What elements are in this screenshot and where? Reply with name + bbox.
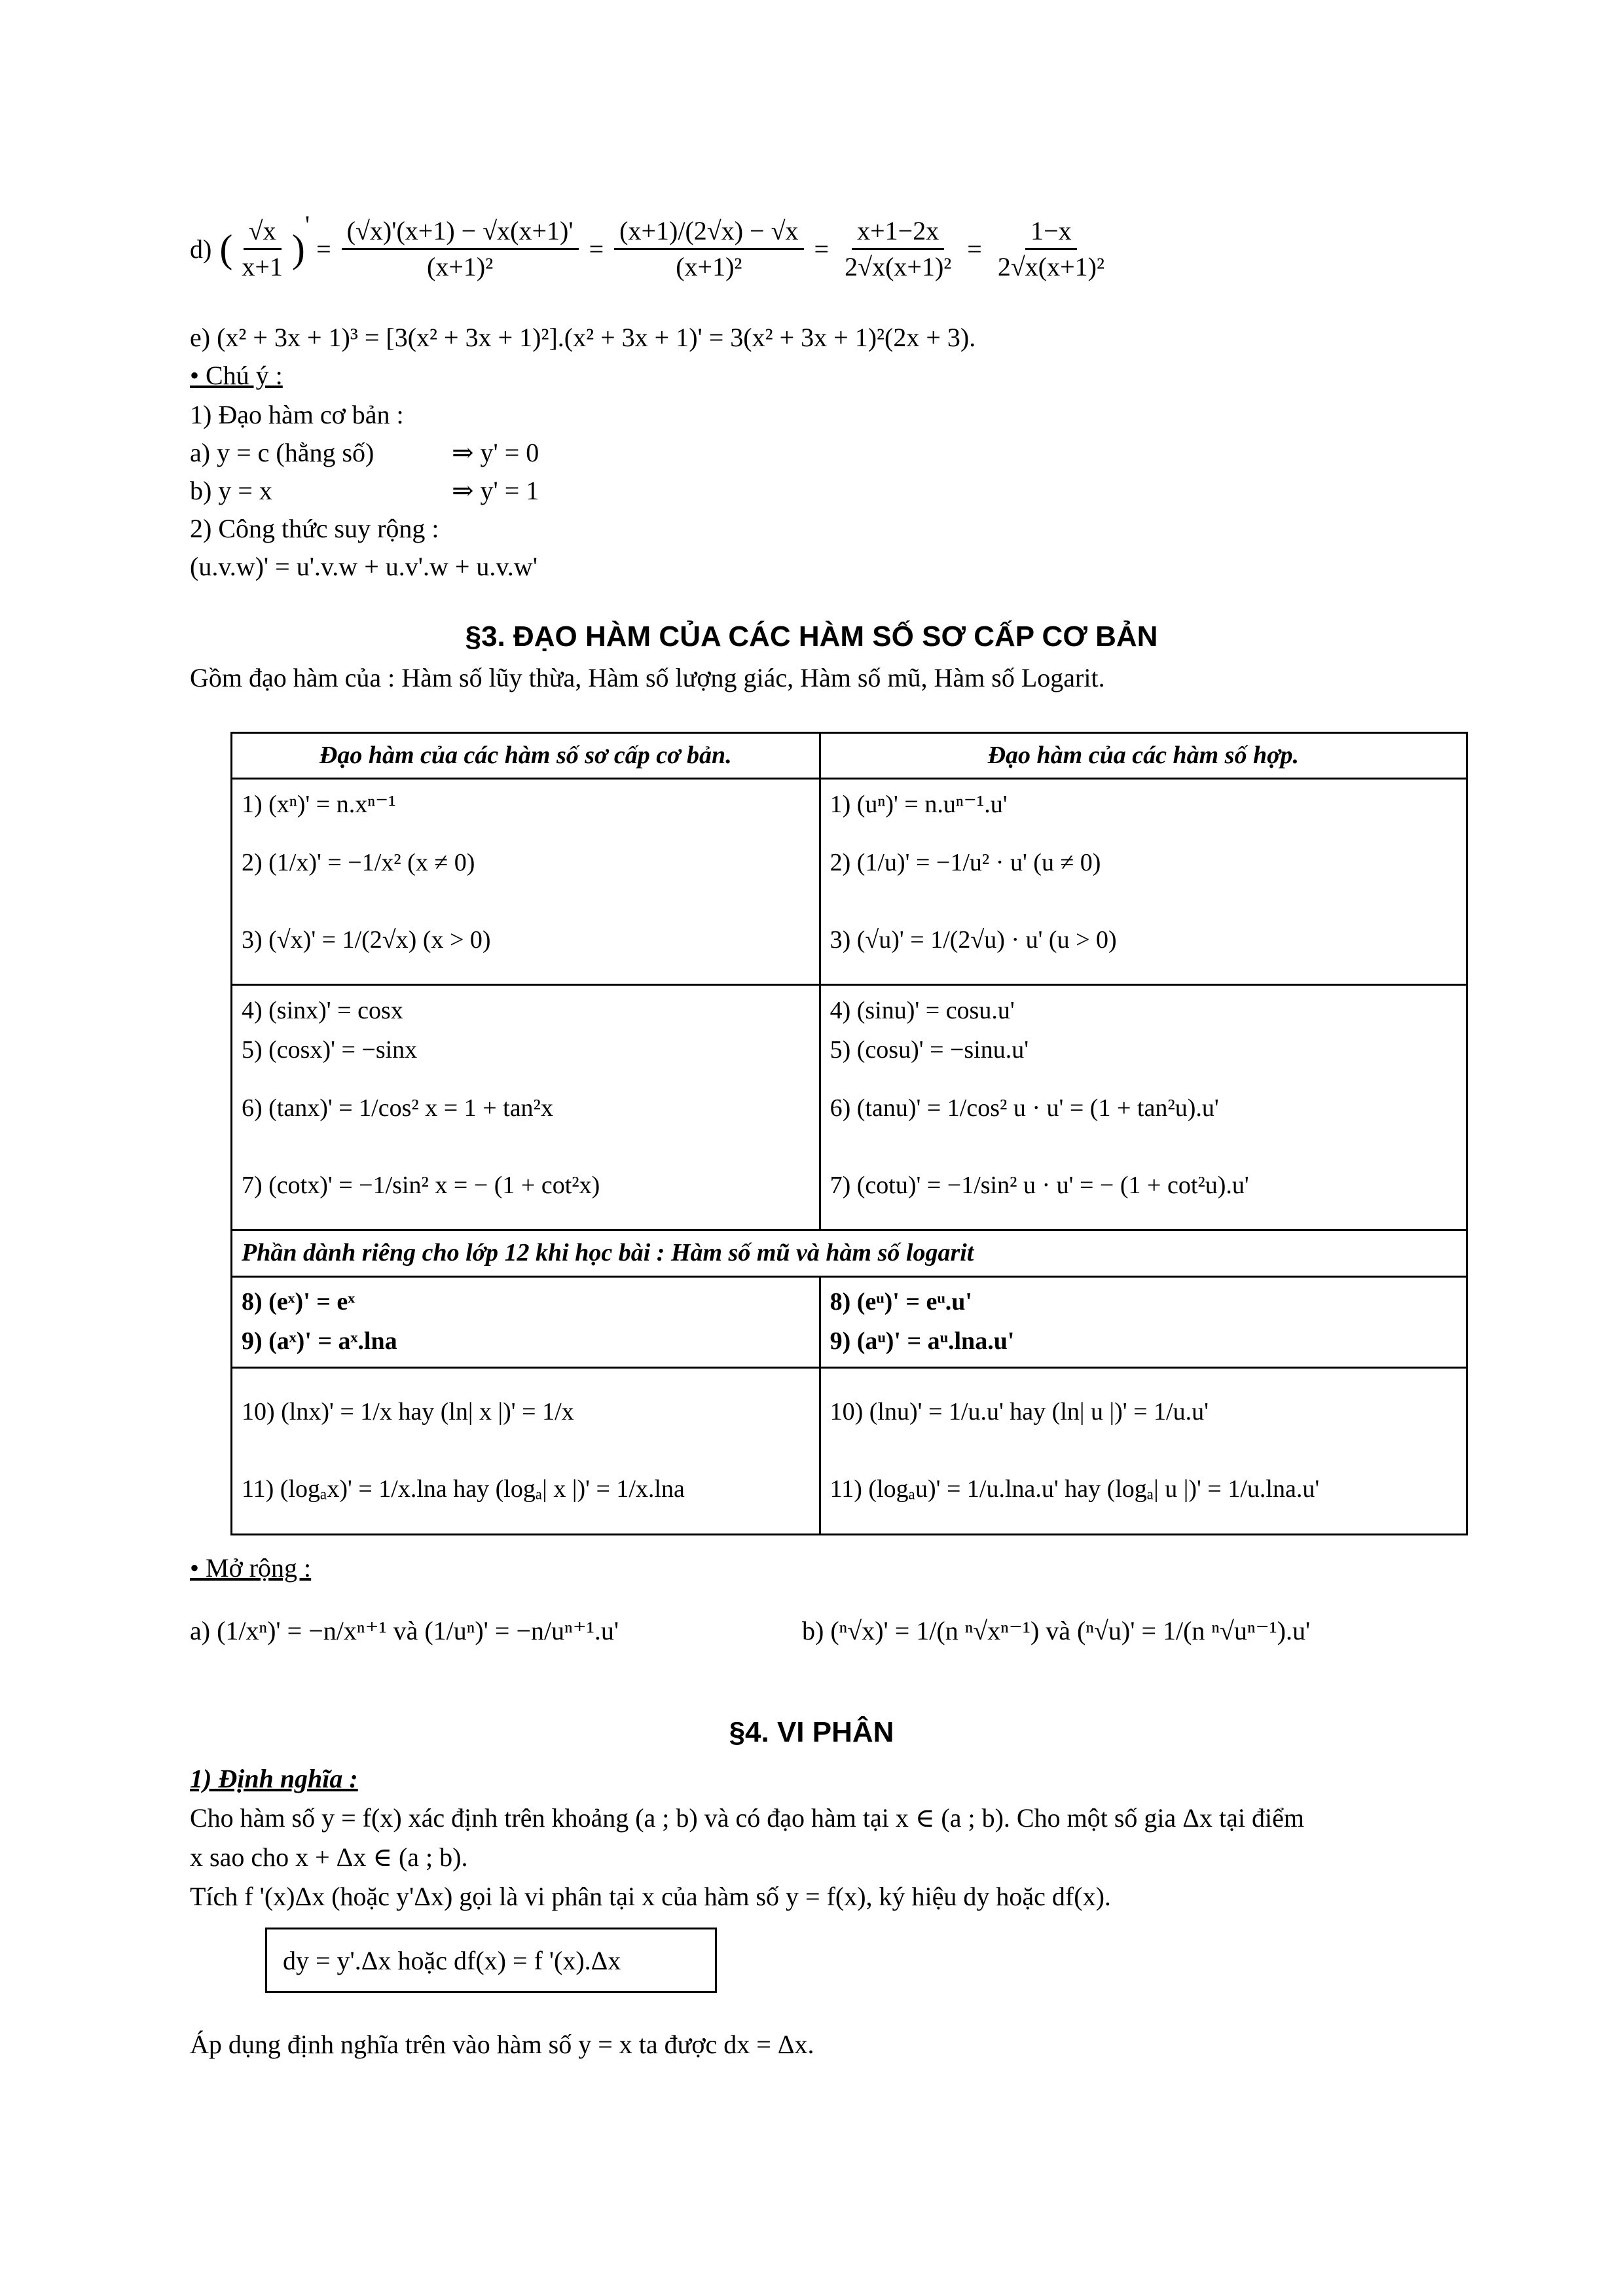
d-left-fraction: $\frac{√x}{x+1}$ xyxy=(242,215,283,281)
table-row xyxy=(232,1367,1467,1534)
equals-sign: = xyxy=(316,234,331,264)
example-d-label: d) xyxy=(190,234,212,264)
example-e: e) (x² + 3x + 1)³ = [3(x² + 3x + 1)²].(x² + 3x + 1)' = 3(x² + 3x + 1)²(2x + 3). xyxy=(190,323,976,352)
note-general-formula: (u.v.w)' = u'.v.w + u.v'.w + u.v.w' xyxy=(190,552,538,581)
differential-formula: dy = y'.Δx hoặc df(x) = f '(x).Δx xyxy=(283,1945,621,1975)
note-basic-a-result: ⇒ y' = 0 xyxy=(452,438,539,467)
definition-p3: Tích f '(x)Δx (hoặc y'Δx) gọi là vi phân tại x của hàm số y = f(x), ký hiệu dy hoặc df(x). xyxy=(190,1882,1111,1911)
section3-title: §3. ĐẠO HÀM CỦA CÁC HÀM SỐ SƠ CẤP CƠ BẢN xyxy=(465,620,1158,653)
differential-formula-box xyxy=(265,1928,717,1993)
note-basic-b-result: ⇒ y' = 1 xyxy=(452,476,539,505)
table-cell-composite-trig: 4) (sinu)' = cosu.u' 5) (cosu)' = −sinu.u' 6) (tanu)' = 1/cos² u · u' = (1 + tan²u).u' 7) (cotu)' = −1/sin² u · u' = − (1 + cot²u).u' xyxy=(820,985,1467,1230)
extend-a: a) (1/xⁿ)' = −n/xⁿ⁺¹ và (1/uⁿ)' = −n/uⁿ⁺¹.u' xyxy=(190,1616,619,1645)
table-head-left: Đạo hàm của các hàm số sơ cấp cơ bản. xyxy=(232,733,820,779)
close-paren: ) xyxy=(291,227,305,270)
table-head-right: Đạo hàm của các hàm số hợp. xyxy=(820,733,1467,779)
table-cell-composite-exp: 8) (eᵘ)' = eᵘ.u' 9) (aᵘ)' = aᵘ.lna.u' xyxy=(820,1276,1467,1367)
table-header-row xyxy=(232,733,1467,779)
definition-title: 1) Định nghĩa : xyxy=(190,1764,358,1793)
table-row xyxy=(232,779,1467,985)
table-span-row xyxy=(232,1230,1467,1276)
section3-intro: Gồm đạo hàm của : Hàm số lũy thừa, Hàm số lượng giác, Hàm số mũ, Hàm số Logarit. xyxy=(190,663,1105,692)
table-cell-composite-log: 10) (lnu)' = 1/u.u' hay (ln| u |)' = 1/u.u' 11) (logₐu)' = 1/u.lna.u' hay (logₐ| u |)' = 1/u.lna.u' xyxy=(820,1367,1467,1534)
note-basic-b: b) y = x xyxy=(190,476,272,505)
table-cell-basic-power: 1) (xⁿ)' = n.xⁿ⁻¹ 2) (1/x)' = −1/x² (x ≠ 0) 3) (√x)' = 1/(2√x) (x > 0) xyxy=(232,779,820,985)
open-paren: ( xyxy=(219,227,233,270)
table-row xyxy=(232,1276,1467,1367)
equals-sign: = xyxy=(589,234,604,264)
definition-p4: Áp dụng định nghĩa trên vào hàm số y = x ta được dx = Δx. xyxy=(190,2030,814,2059)
note-basic-a: a) y = c (hằng số) xyxy=(190,438,374,467)
definition-p1: Cho hàm số y = f(x) xác định trên khoảng (a ; b) và có đạo hàm tại x ∈ (a ; b). Cho một số gia Δx tại điểm xyxy=(190,1803,1304,1833)
table-span-row-label: Phần dành riêng cho lớp 12 khi học bài : Hàm số mũ và hàm số logarit xyxy=(232,1230,1467,1276)
table-cell-basic-log: 10) (lnx)' = 1/x hay (ln| x |)' = 1/x 11) (logₐx)' = 1/x.lna hay (logₐ| x |)' = 1/x.lna xyxy=(232,1367,820,1534)
equals-sign: = xyxy=(814,234,830,264)
extend-label: • Mở rộng : xyxy=(190,1553,312,1583)
d-step2-fraction: $\frac{(x+1)/(2√x) - √x}{\text{(x+1)²}}$ xyxy=(614,217,803,281)
table-cell-composite-power: 1) (uⁿ)' = n.uⁿ⁻¹.u' 2) (1/u)' = −1/u² · u' (u ≠ 0) 3) (√u)' = 1/(2√u) · u' (u > 0) xyxy=(820,779,1467,985)
example-d xyxy=(190,190,1114,308)
note-basic-title: 1) Đạo hàm cơ bản : xyxy=(190,400,404,429)
table-cell-basic-exp: 8) (eˣ)' = eˣ 9) (aˣ)' = aˣ.lna xyxy=(232,1276,820,1367)
extend-b: b) (ⁿ√x)' = 1/(n ⁿ√xⁿ⁻¹) và (ⁿ√u)' = 1/(n ⁿ√uⁿ⁻¹).u' xyxy=(802,1616,1311,1645)
prime-mark: ' xyxy=(304,210,310,240)
derivative-table xyxy=(230,732,1468,1535)
equals-sign: = xyxy=(967,234,982,264)
table-row xyxy=(232,985,1467,1230)
section4-title: §4. VI PHÂN xyxy=(729,1716,894,1748)
note-label: • Chú ý : xyxy=(190,361,283,390)
d-step4-fraction: $\frac{1-x}{\text{2√x(x+1)²}}$ xyxy=(997,215,1104,281)
note-general-title: 2) Công thức suy rộng : xyxy=(190,514,439,543)
definition-p2: x sao cho x + Δx ∈ (a ; b). xyxy=(190,1842,468,1872)
d-step3-fraction: $\frac{x+1-2x}{\text{2√x(x+1)²}}$ xyxy=(845,215,952,281)
table-cell-basic-trig: 4) (sinx)' = cosx 5) (cosx)' = −sinx 6) (tanx)' = 1/cos² x = 1 + tan²x 7) (cotx)' = −1/sin² x = − (1 + cot²x) xyxy=(232,985,820,1230)
d-step1-fraction: $\frac{(√x)'(x+1) - √x(x+1)'}{\text{(x+1)²}}$ xyxy=(342,217,579,281)
